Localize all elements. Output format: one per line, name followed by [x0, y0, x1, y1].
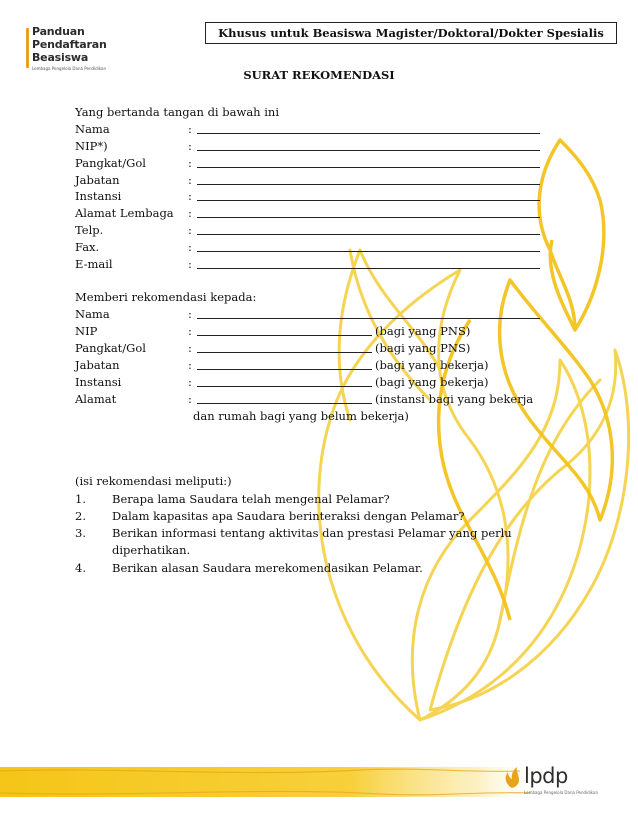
list-item: Berikan alasan Saudara merekomendasikan Pelamar. [112, 561, 423, 575]
list-item-continuation: diperhatikan. [112, 543, 191, 557]
list-number: 4. [75, 561, 86, 575]
fill-line [197, 234, 540, 235]
fill-line [197, 318, 540, 319]
logo-line-3: Beasiswa [32, 51, 89, 64]
fill-line [197, 251, 540, 252]
logo-line-1: Panduan [32, 25, 85, 38]
list-number: 3. [75, 526, 86, 540]
fill-line [197, 133, 540, 134]
list-item: Berapa lama Saudara telah mengenal Pelamar? [112, 492, 390, 506]
logo-subtitle: Lembaga Pengelola Dana Pendidikan [32, 66, 107, 71]
fill-line [197, 268, 540, 269]
list-item: Berikan informasi tentang aktivitas dan prestasi Pelamar yang perlu [112, 526, 512, 540]
logo-accent-bar [26, 28, 29, 68]
lpdp-wordmark: lpdp [524, 764, 568, 788]
fill-line [197, 335, 372, 336]
fill-line [197, 352, 372, 353]
list-item: Dalam kapasitas apa Saudara berinteraksi dengan Pelamar? [112, 509, 465, 523]
list-number: 1. [75, 492, 86, 506]
fill-line [197, 369, 372, 370]
document-title: SURAT REKOMENDASI [243, 68, 395, 82]
list-number: 2. [75, 509, 86, 523]
lpdp-tagline: Lembaga Pengelola Dana Pendidikan [524, 790, 599, 795]
fill-line [197, 184, 540, 185]
fill-line [197, 386, 372, 387]
fill-line [197, 217, 540, 218]
fill-line [197, 167, 540, 168]
scholarship-badge: Khusus untuk Beasiswa Magister/Doktoral/Dokter Spesialis [205, 22, 617, 44]
lpdp-flame-icon [502, 766, 522, 790]
lpdp-logo [502, 764, 598, 800]
fill-line [197, 150, 540, 151]
fill-line [197, 403, 372, 404]
fill-line [197, 200, 540, 201]
logo-line-2: Pendaftaran [32, 38, 107, 51]
